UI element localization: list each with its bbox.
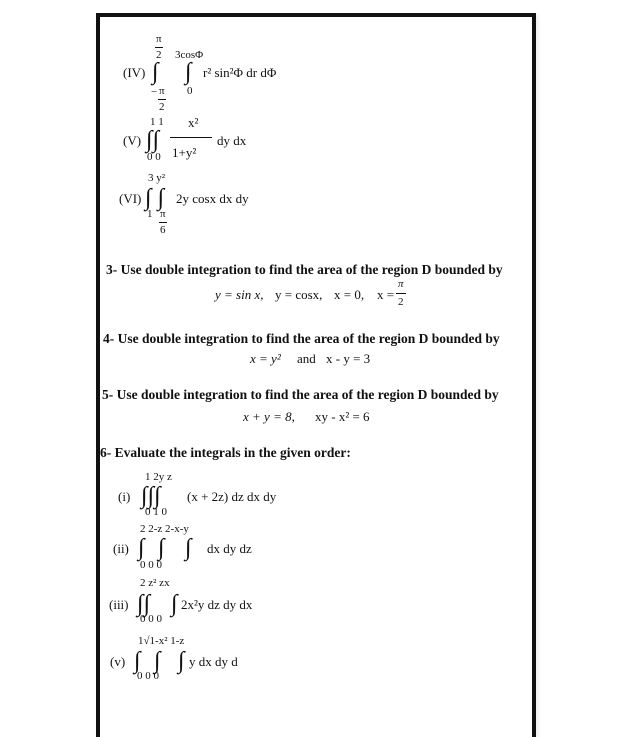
iv-inner-lower: 0 <box>187 85 193 97</box>
iv-outer-upper-num: π <box>156 33 162 45</box>
iv-outer-lower-minus: − <box>151 86 158 98</box>
ti-iii-lower: 0 0 0 <box>140 613 162 625</box>
vi-upper-limits: 3 y² <box>148 172 166 184</box>
v-lower-limits: 0 0 <box>147 151 161 163</box>
v-differentials: dy dx <box>217 133 247 148</box>
ti-v-integral-sign-2: ∫ <box>154 648 161 674</box>
ti-v-upper: 1√1-x² 1-z <box>138 635 185 647</box>
ti-v-label: (v) <box>110 654 126 669</box>
iv-integrand: r² sin²Φ dr dΦ <box>203 65 277 80</box>
vi-lower-frac-line <box>159 222 167 223</box>
vi-lower-limit-1: 1 <box>147 208 153 220</box>
vi-integral-signs: ∫ ∫ <box>145 185 165 211</box>
iv-outer-upper-frac-line <box>155 47 163 48</box>
ti-ii-integrand: dx dy dz <box>207 541 252 556</box>
iv-label: (IV) <box>123 65 146 80</box>
vi-integrand: 2y cosx dx dy <box>176 191 249 206</box>
ti-ii-lower: 0 0 0 <box>140 559 162 571</box>
ti-v-integral-sign-1: ∫ <box>134 648 141 674</box>
ti-iii-integrand: 2x²y dz dy dx <box>181 597 253 612</box>
q4-text: 4- Use double integration to find the area of the region D bounded by <box>103 331 500 346</box>
iv-outer-upper-den: 2 <box>156 49 162 61</box>
iv-inner-upper: 3cosΦ <box>175 49 204 61</box>
q3-eq4-lhs: x = <box>377 287 395 302</box>
ti-i-label: (i) <box>118 489 131 504</box>
q4-and: and <box>297 351 316 366</box>
iv-outer-lower-den: 2 <box>159 101 165 113</box>
v-denominator: 1+y² <box>172 145 197 160</box>
iv-outer-lower-frac-line <box>158 99 166 100</box>
ti-i-upper: 1 2y z <box>145 471 172 483</box>
ti-i-integral-signs: ∫∫∫ <box>141 483 161 509</box>
q4-eq2: x - y = 3 <box>326 351 371 366</box>
q5-eq1: x + y = 8, <box>243 409 295 424</box>
q4-eq1: x = y² <box>250 351 281 366</box>
ti-v-integrand: y dx dy d <box>189 654 238 669</box>
q3-eq3: x = 0, <box>334 287 365 302</box>
ti-ii-integral-sign-2: ∫ <box>158 535 165 561</box>
ti-iii-upper: 2 z² zx <box>140 577 170 589</box>
iv-outer-integral-sign: ∫ <box>152 59 159 85</box>
vi-label: (VI) <box>119 191 142 206</box>
ti-v-lower: 0 0 0 <box>137 670 159 682</box>
ti-ii-upper: 2 2-z 2-x-y <box>140 523 189 535</box>
ti-iii-label: (iii) <box>109 597 129 612</box>
ti-i-integrand: (x + 2z) dz dx dy <box>187 489 277 504</box>
ti-i-lower: 0 1 0 <box>145 506 167 518</box>
q3-eq4-num: π <box>398 278 404 290</box>
ti-iii-integral-sign-3: ∫ <box>171 591 178 617</box>
q5-text: 5- Use double integration to find the area of the region D bounded by <box>102 387 499 402</box>
q3-eq4-den: 2 <box>398 296 404 308</box>
q3-text: 3- Use double integration to find the area of the region D bounded by <box>106 262 503 277</box>
v-integral-signs: ∫∫ <box>146 127 160 153</box>
v-upper-limits: 1 1 <box>150 116 164 128</box>
v-frac-line <box>170 137 212 138</box>
iv-outer-lower-num: π <box>159 85 165 97</box>
iv-inner-integral-sign: ∫ <box>185 59 192 85</box>
q5-eq2: xy - x² = 6 <box>315 409 370 424</box>
vi-lower-limit-2-den: 6 <box>160 224 166 236</box>
ti-ii-label: (ii) <box>113 541 129 556</box>
q3-eq2: y = cosx, <box>275 287 323 302</box>
ti-v-integral-sign-3: ∫ <box>178 648 185 674</box>
v-numerator: x² <box>188 115 199 130</box>
q3-eq1: y = sin x, <box>215 287 264 302</box>
ti-ii-integral-sign-1: ∫ <box>138 535 145 561</box>
v-label: (V) <box>123 133 142 148</box>
ti-ii-integral-sign-3: ∫ <box>185 535 192 561</box>
vi-lower-limit-2-num: π <box>160 208 166 220</box>
q3-eq4-frac-line <box>396 293 406 294</box>
q6-text: 6- Evaluate the integrals in the given order: <box>100 445 351 460</box>
ti-iii-integral-signs: ∫∫ <box>137 591 151 617</box>
